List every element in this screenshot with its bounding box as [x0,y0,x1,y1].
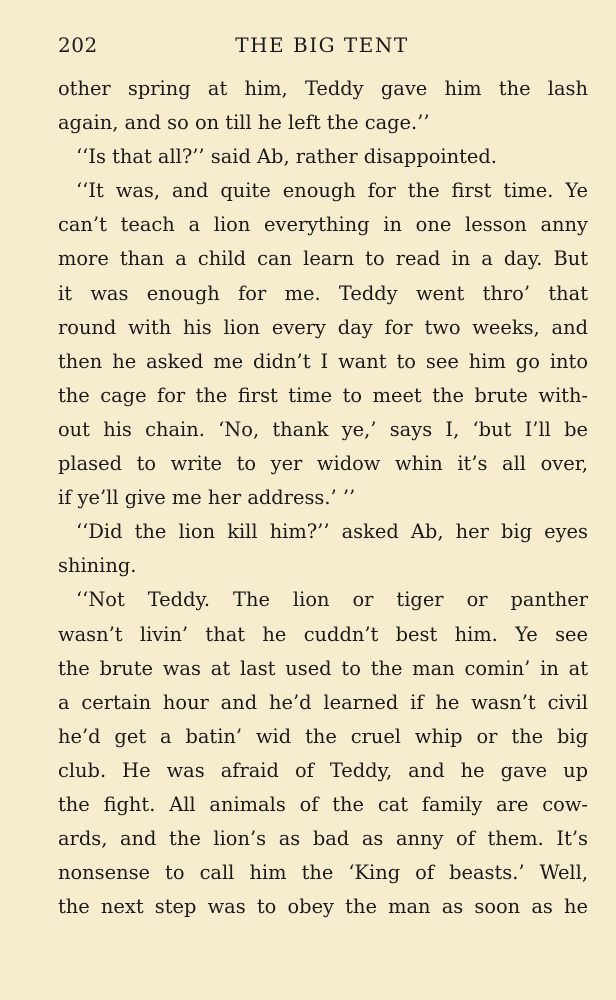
text-line: out his chain. ‘No, thank ye,’ says I, ‘but I’ll be [58,417,588,441]
text-line: the next step was to obey the man as soon as he [58,895,588,919]
text-line: wasn’t livin’ that he cuddn’t best him. Ye see [58,622,588,646]
text-line: a certain hour and he’d learned if he wasn’t civil [58,690,588,714]
text-line: the fight. All animals of the cat family are cow- [58,792,588,816]
text-line: if ye’ll give me her address.’ ’’ [58,486,356,510]
page-number: 202 [58,33,98,57]
text-line: other spring at him, Teddy gave him the lash [58,77,588,100]
running-head [58,30,586,60]
body-text [58,72,588,924]
text-line: he’d get a batin’ wid the cruel whip or the big [58,724,588,748]
text-line: more than a child can learn to read in a day. But [58,247,588,271]
text-line: ‘‘Did the lion kill him?’’ asked Ab, her big eyes [76,520,588,544]
text-line: club. He was afraid of Teddy, and he gave up [58,758,588,782]
text-line: plased to write to yer widow whin it’s all over, [58,452,588,476]
text-line: it was enough for me. Teddy went thro’ that [58,281,588,305]
book-title: THE BIG TENT [235,33,409,57]
text-line: then he asked me didn’t I want to see him go into [58,349,588,373]
text-line: ‘‘It was, and quite enough for the first time. Ye [76,179,588,203]
text-line: ‘‘Not Teddy. The lion or tiger or panther [76,588,588,612]
text-line: shining. [58,554,137,578]
text-line: again, and so on till he left the cage.’’ [58,111,430,135]
text-line: the cage for the first time to meet the brute with- [58,383,588,407]
text-line: nonsense to call him the ‘King of beasts.’ Well, [58,861,588,885]
text-line: round with his lion every day for two weeks, and [58,315,588,339]
text-line: can’t teach a lion everything in one lesson anny [58,213,588,237]
text-line: ards, and the lion’s as bad as anny of them. It’s [58,827,588,851]
text-line: the brute was at last used to the man comin’ in at [58,656,588,680]
text-line: ‘‘Is that all?’’ said Ab, rather disappointed. [76,145,497,169]
